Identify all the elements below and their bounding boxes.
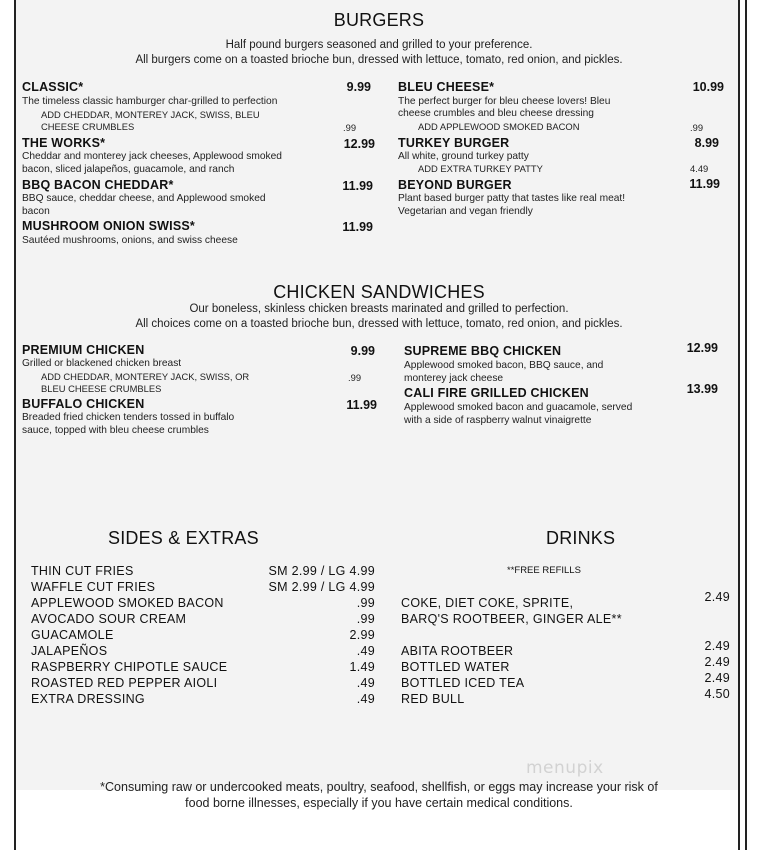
item-cali-price: 13.99 xyxy=(686,382,718,396)
item-turkey-name: TURKEY BURGER xyxy=(398,136,510,150)
item-turkey-price: 8.99 xyxy=(694,136,719,150)
item-supreme-desc-2: monterey jack cheese xyxy=(404,373,504,384)
item-turkey-add: ADD EXTRA TURKEY PATTY xyxy=(418,163,543,174)
item-bleu-price: 10.99 xyxy=(692,80,724,94)
side-item-name: ROASTED RED PEPPER AIOLI xyxy=(31,676,218,690)
free-refills-note: **FREE REFILLS xyxy=(507,565,581,576)
item-premium-name: PREMIUM CHICKEN xyxy=(22,343,145,357)
drink-fountain-line-2: BARQ'S ROOTBEER, GINGER ALE** xyxy=(401,612,622,626)
disclaimer-line-2: food borne illnesses, especially if you have certain medical conditions. xyxy=(185,796,573,810)
drink-item-price: 2.49 xyxy=(704,639,730,653)
item-beyond-name: BEYOND BURGER xyxy=(398,178,512,192)
item-supreme-desc-1: Applewood smoked bacon, BBQ sauce, and xyxy=(404,360,604,371)
drink-item-name: BOTTLED ICED TEA xyxy=(401,676,525,690)
item-cali-name: CALI FIRE GRILLED CHICKEN xyxy=(404,386,589,400)
item-bleu-name: BLEU CHEESE* xyxy=(398,80,495,94)
item-premium-add-2: BLEU CHEESE CRUMBLES xyxy=(41,383,162,394)
item-works-price: 12.99 xyxy=(343,137,375,151)
item-bbq-desc-2: bacon xyxy=(22,206,50,217)
disclaimer-line-1: *Consuming raw or undercooked meats, poultry, seafood, shellfish, or eggs may increase your risk of xyxy=(100,780,658,794)
item-classic-price: 9.99 xyxy=(346,80,371,94)
item-beyond-price: 11.99 xyxy=(689,177,720,191)
menupix-watermark: menupix xyxy=(526,758,604,778)
chicken-heading: CHICKEN SANDWICHES xyxy=(273,282,485,302)
item-cali-desc-2: with a side of raspberry walnut vinaigrette xyxy=(404,415,592,426)
item-premium-price: 9.99 xyxy=(350,344,375,358)
item-premium-add-price: .99 xyxy=(348,372,362,383)
item-buffalo-desc-1: Breaded fried chicken tenders tossed in buffalo xyxy=(22,412,235,423)
item-beyond-desc-2: Vegetarian and vegan friendly xyxy=(398,206,533,217)
item-classic-desc: The timeless classic hamburger char-grilled to perfection xyxy=(22,96,278,107)
item-premium-add-1: ADD CHEDDAR, MONTEREY JACK, SWISS, OR xyxy=(41,371,250,382)
side-item-name: RASPBERRY CHIPOTLE SAUCE xyxy=(31,660,228,674)
item-bbq-name: BBQ BACON CHEDDAR* xyxy=(22,178,174,192)
drink-fountain-line-1: COKE, DIET COKE, SPRITE, xyxy=(401,596,574,610)
burgers-intro-1: Half pound burgers seasoned and grilled to your preference. xyxy=(225,39,533,51)
drink-fountain-price: 2.49 xyxy=(704,590,730,604)
drink-item-price: 4.50 xyxy=(704,687,730,701)
side-item-name: AVOCADO SOUR CREAM xyxy=(31,612,187,626)
side-item-name: EXTRA DRESSING xyxy=(31,692,145,706)
side-item-price: 2.99 xyxy=(349,628,375,642)
side-item-price: .99 xyxy=(356,596,375,610)
drink-item-name: RED BULL xyxy=(401,692,465,706)
item-works-name: THE WORKS* xyxy=(22,136,106,150)
drink-item-name: BOTTLED WATER xyxy=(401,660,510,674)
item-mushroom-desc: Sautéed mushrooms, onions, and swiss cheese xyxy=(22,235,238,246)
chicken-intro-1: Our boneless, skinless chicken breasts marinated and grilled to perfection. xyxy=(189,303,569,315)
item-supreme-price: 12.99 xyxy=(686,341,718,355)
item-supreme-name: SUPREME BBQ CHICKEN xyxy=(404,344,562,358)
item-bleu-add: ADD APPLEWOOD SMOKED BACON xyxy=(418,121,580,132)
item-mushroom-price: 11.99 xyxy=(342,220,373,234)
item-beyond-desc-1: Plant based burger patty that tastes like real meat! xyxy=(398,193,626,204)
side-item-name: JALAPEÑOS xyxy=(31,644,108,658)
item-bleu-add-price: .99 xyxy=(690,122,704,133)
side-item-price: .49 xyxy=(356,676,375,690)
drink-item-price: 2.49 xyxy=(704,671,730,685)
item-buffalo-price: 11.99 xyxy=(346,398,377,412)
burgers-heading: BURGERS xyxy=(333,10,425,30)
right-border-outer xyxy=(745,0,747,850)
right-border-inner xyxy=(738,0,740,850)
item-buffalo-name: BUFFALO CHICKEN xyxy=(22,397,145,411)
item-turkey-add-price: 4.49 xyxy=(690,163,709,174)
item-buffalo-desc-2: sauce, topped with bleu cheese crumbles xyxy=(22,425,209,436)
item-bleu-desc-1: The perfect burger for bleu cheese lovers! Bleu xyxy=(398,96,611,107)
item-classic-add-2: CHEESE CRUMBLES xyxy=(41,121,135,132)
drink-item-price: 2.49 xyxy=(704,655,730,669)
side-item-name: WAFFLE CUT FRIES xyxy=(31,580,156,594)
burgers-intro-2: All burgers come on a toasted brioche bun, dressed with lettuce, tomato, red onion, and pickles. xyxy=(135,54,623,66)
item-cali-desc-1: Applewood smoked bacon and guacamole, served xyxy=(404,402,633,413)
drink-item-name: ABITA ROOTBEER xyxy=(401,644,514,658)
left-border xyxy=(14,0,16,850)
side-item-price: SM 2.99 / LG 4.99 xyxy=(268,564,375,578)
drinks-heading: DRINKS xyxy=(546,528,616,548)
item-bleu-desc-2: cheese crumbles and bleu cheese dressing xyxy=(398,108,594,119)
item-premium-desc: Grilled or blackened chicken breast xyxy=(22,358,182,369)
side-item-price: .99 xyxy=(356,612,375,626)
item-turkey-desc: All white, ground turkey patty xyxy=(398,151,529,162)
item-bbq-price: 11.99 xyxy=(342,179,373,193)
side-item-name: THIN CUT FRIES xyxy=(31,564,134,578)
side-item-price: 1.49 xyxy=(349,660,375,674)
side-item-name: GUACAMOLE xyxy=(31,628,114,642)
item-classic-add-price: .99 xyxy=(343,122,357,133)
sides-heading: SIDES & EXTRAS xyxy=(108,528,259,548)
side-item-price: SM 2.99 / LG 4.99 xyxy=(268,580,375,594)
side-item-name: APPLEWOOD SMOKED BACON xyxy=(31,596,224,610)
chicken-intro-2: All choices come on a toasted brioche bun, dressed with lettuce, tomato, red onion, and pickles. xyxy=(135,318,623,330)
item-classic-add-1: ADD CHEDDAR, MONTEREY JACK, SWISS, BLEU xyxy=(41,109,260,120)
item-works-desc-2: bacon, sliced jalapeños, guacamole, and ranch xyxy=(22,164,235,175)
side-item-price: .49 xyxy=(356,644,375,658)
side-item-price: .49 xyxy=(356,692,375,706)
item-bbq-desc-1: BBQ sauce, cheddar cheese, and Applewood smoked xyxy=(22,193,266,204)
item-classic-name: CLASSIC* xyxy=(22,80,84,94)
item-mushroom-name: MUSHROOM ONION SWISS* xyxy=(22,219,195,233)
item-works-desc-1: Cheddar and monterey jack cheeses, Applewood smoked xyxy=(22,151,282,162)
